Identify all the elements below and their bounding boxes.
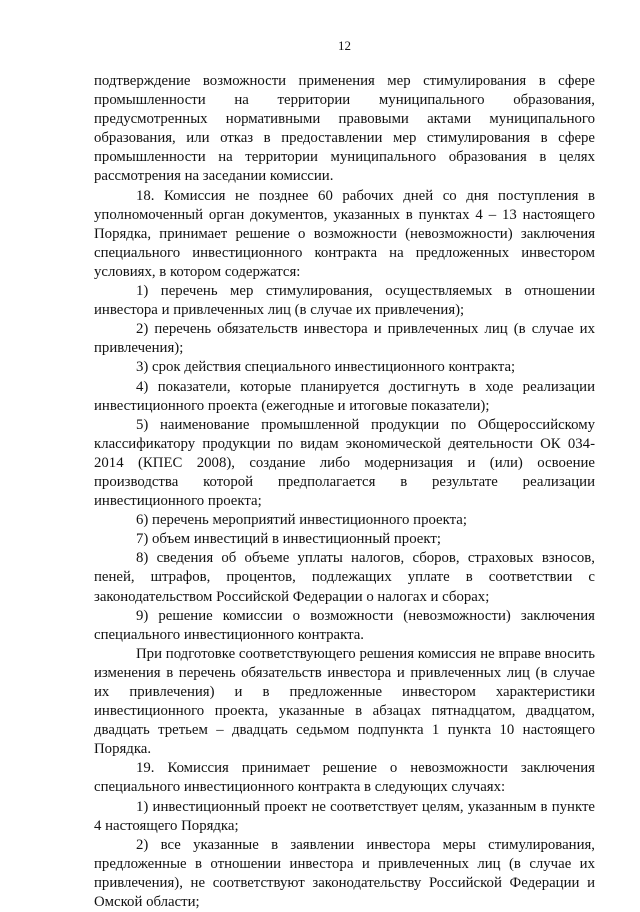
list-item: 7) объем инвестиций в инвестиционный проект; [136,531,441,548]
paragraph: подтверждение возможности применения мер стимулирования в сфере промышленности на территории муниципального образования, предусмотренных нормативными правовыми актами муниципального образования, или отказ в предоставлении мер стимулирования в сфере промышленности на территории муниципального образования в целях рассмотрения на заседании комиссии. [94,73,595,185]
list-item: 5) наименование промышленной продукции по Общероссийскому классификатору продукции по видам экономической деятельности ОК 034-2014 (КПЕС 2008), создание либо модернизация и (или) освоение производства которой предполагается в результате реализации инвестиционного проекта; [94,416,595,510]
list-item: 2) перечень обязательств инвестора и привлеченных лиц (в случае их привлечения); [94,321,595,357]
paragraph-item-19: 19. Комиссия принимает решение о невозможности заключения специального инвестиционного контракта в следующих случаях: [94,760,595,796]
document-body [94,72,595,912]
paragraph-item-18: 18. Комиссия не позднее 60 рабочих дней со дня поступления в уполномоченный орган документов, указанных в пунктах 4 – 13 настоящего Порядка, принимает решение о возможности (невозможности) заключения специального инвестиционного контракта на предложенных инвестором условиях, в котором содержатся: [94,187,595,280]
list-item: 1) инвестиционный проект не соответствует целям, указанным в пункте 4 настоящего Порядка; [94,798,595,834]
list-item: 3) срок действия специального инвестиционного контракта; [136,359,516,376]
list-item: 4) показатели, которые планируется достигнуть в ходе реализации инвестиционного проекта (ежегодные и итоговые показатели); [94,378,595,414]
list-item: 1) перечень мер стимулирования, осуществляемых в отношении инвестора и привлеченных лиц (в случае их привлечения); [94,283,595,319]
paragraph: При подготовке соответствующего решения комиссия не вправе вносить изменения в перечень обязательств инвестора и привлеченных лиц (в случае их привлечения) и в предложенные инвестором характеристики инвестиционного проекта, указанные в абзацах пятнадцатом, двадцатом, двадцать третьем – двадцать седьмом подпункта 1 пункта 10 настоящего Порядка. [94,645,595,758]
page-number: 12 [338,38,351,53]
list-item: 9) решение комиссии о возможности (невозможности) заключения специального инвестиционного контракта. [94,607,595,643]
list-item: 2) все указанные в заявлении инвестора меры стимулирования, предложенные в отношении инвестора и привлеченных лиц (в случае их привлечения), не соответствуют законодательству Российской Федерации и Омской области; [94,836,595,911]
list-item: 8) сведения об объеме уплаты налогов, сборов, страховых взносов, пеней, штрафов, процентов, подлежащих уплате в соответствии с законодательством Российской Федерации о налогах и сборах; [94,550,595,605]
list-item: 6) перечень мероприятий инвестиционного проекта; [136,512,467,529]
